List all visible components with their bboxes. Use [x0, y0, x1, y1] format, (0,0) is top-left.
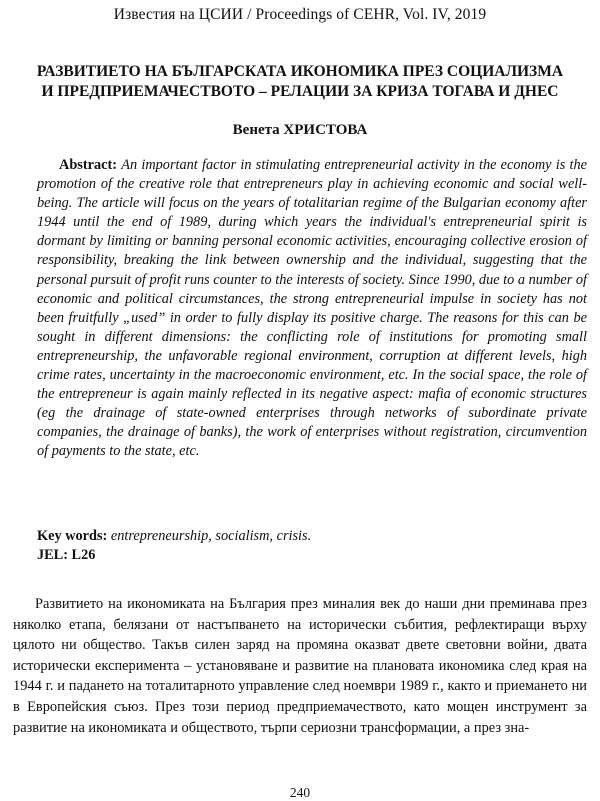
- abstract-text: An important factor in stimulating entrepreneurial activity in the economy is the promotion of the creative role that entrepreneurs play in achieving economic and social well-being. The article will focus on the years of totalitarian regime of the Bulgarian economy after 1944 until the end of 1989, during which years the individual's entrepreneurial spirit is dormant by limiting or banning personal economic activities, encouraging collective erosion of responsibility, breaking the link between ownership and the individual, suggesting that the personal pursuit of profit runs counter to the interests of society. Since 1990, due to a number of economic and political circumstances, the strong entrepreneurial impulse in society has not been fruitfully „used” in order to fully display its positive charge. The reasons for this can be sought in different dimensions: the conflicting role of institutions for promoting small entrepreneurship, the unfavorable regional environment, corruption at different levels, high crime rates, uncertainty in the macroeconomic environment, etc. In the social space, the role of the entrepreneur is again mainly reflected in its negative aspect: mafia of economic structures (eg the drainage of state-owned enterprises through networks of subordinate private companies, the drainage of banks), the work of enterprises without registration, circumvention of payments to the state, etc.: [37, 157, 587, 460]
- keywords: [37, 527, 311, 546]
- body-paragraph: Развитието на икономиката на България през миналия век до наши дни преминава през няколко етапа, белязани от настъпването на исторически събития, рефлектиращи върху цялото ни общество. Такъв силен заряд на промяна оказват двете световни войни, двата исторически експеримента – установяване и развитие на плановата икономика след края на 1944 г. и падането на тоталитарното управление след ноември 1989 г., както и приемането ни в Европейския съюз. През този период предприемачеството, като мощен инструмент за развитие на икономиката и обществото, търпи сериозни трансформации, а през зна-: [13, 596, 587, 736]
- running-head: Известия на ЦСИИ / Proceedings of CEHR, Vol. IV, 2019: [113, 6, 487, 23]
- title-line-1: РАЗВИТИЕТО НА БЪЛГАРСКАТА ИКОНОМИКА ПРЕЗ СОЦИАЛИЗМА: [36, 63, 564, 80]
- jel-code: JEL: L26: [37, 547, 96, 563]
- body-text: [13, 594, 587, 738]
- abstract-label: Abstract:: [59, 157, 117, 173]
- article-title: [22, 62, 578, 102]
- author-name: Венета ХРИСТОВА: [232, 122, 368, 138]
- abstract: [37, 156, 587, 462]
- page-number: 240: [289, 785, 311, 800]
- keywords-label: Key words:: [37, 528, 108, 544]
- title-line-2: И ПРЕДПРИЕМАЧЕСТВОТО – РЕЛАЦИИ ЗА КРИЗА ТОГАВА И ДНЕС: [41, 83, 559, 100]
- abstract-paragraph: [37, 156, 587, 462]
- keywords-text: entrepreneurship, socialism, crisis.: [110, 528, 312, 544]
